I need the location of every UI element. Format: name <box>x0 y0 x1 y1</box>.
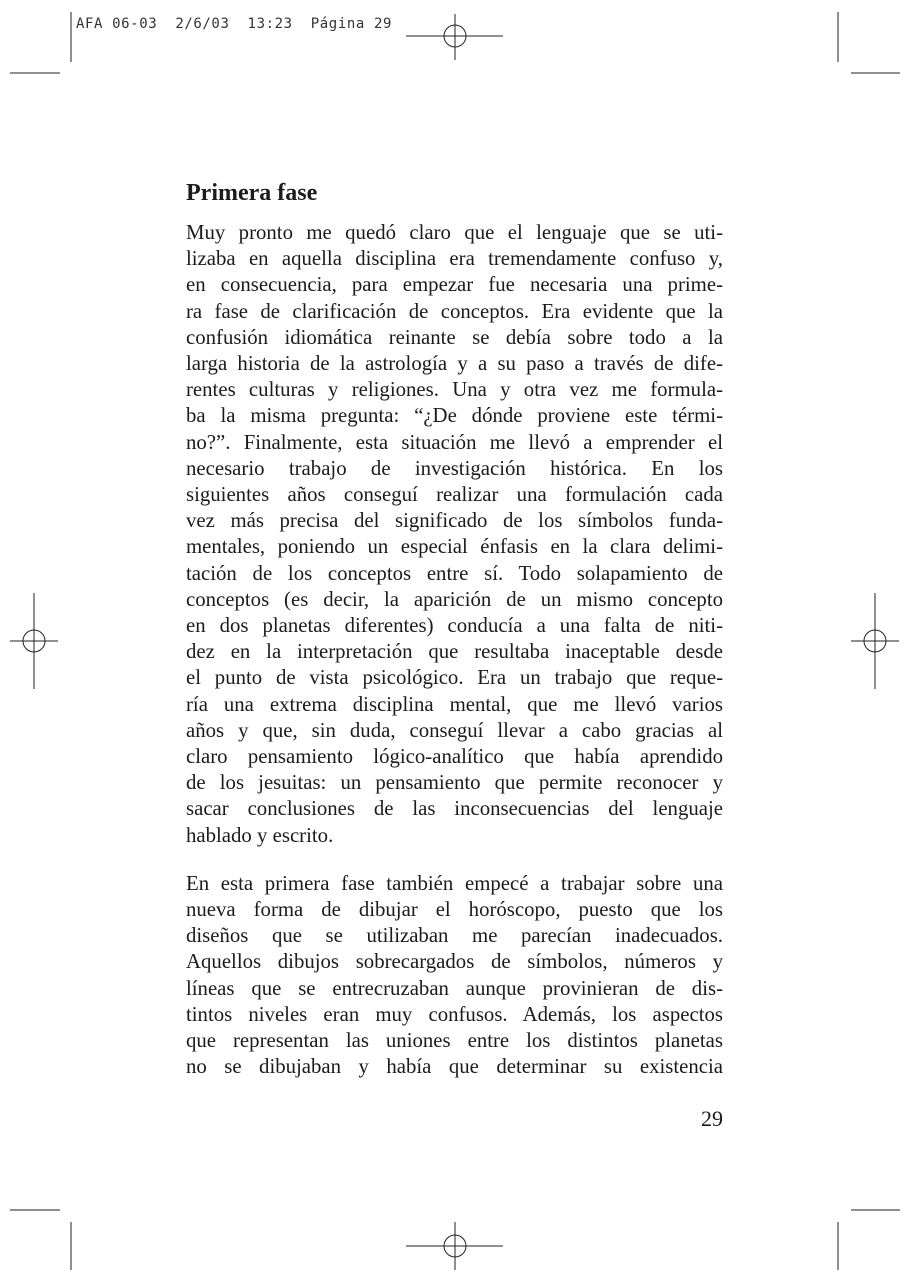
text-line: nueva forma de dibujar el horóscopo, puesto que los <box>186 898 723 922</box>
text-line: necesario trabajo de investigación histórica. En los <box>186 456 723 480</box>
text-line: tación de los conceptos entre sí. Todo solapamiento de <box>186 561 723 585</box>
text-line: ría una extrema disciplina mental, que me llevó varios <box>186 692 723 716</box>
page-number: 29 <box>701 1106 723 1131</box>
text-line: en dos planetas diferentes) conducía a una falta de niti- <box>186 614 723 638</box>
text-line: líneas que se entrecruzaban aunque provinieran de dis- <box>186 976 723 1000</box>
text-line: que representan las uniones entre los distintos planetas <box>186 1029 723 1053</box>
paragraph-1 <box>186 220 723 849</box>
text-line: tintos niveles eran muy confusos. Además, los aspectos <box>186 1002 723 1026</box>
text-line: sacar conclusiones de las inconsecuencias del lenguaje <box>186 797 723 821</box>
text-line: hablado y escrito. <box>186 823 334 847</box>
text-line: Muy pronto me quedó claro que el lenguaje que se uti- <box>186 221 723 244</box>
registration-mark-left <box>10 593 58 689</box>
section-heading: Primera fase <box>186 180 318 206</box>
text-line: ra fase de clarificación de conceptos. Era evidente que la <box>186 299 723 323</box>
text-line: no se dibujaban y había que determinar su existencia <box>186 1055 723 1079</box>
text-line: no?”. Finalmente, esta situación me llevó a emprender el <box>186 430 723 454</box>
text-line: diseños que se utilizaban me parecían inadecuados. <box>186 924 723 948</box>
text-line: dez en la interpretación que resultaba inaceptable desde <box>186 640 723 664</box>
text-line: años y que, sin duda, conseguí llevar a cabo gracias al <box>186 718 723 742</box>
text-line: ba la misma pregunta: “¿De dónde proviene este térmi- <box>186 404 723 428</box>
text-line: de los jesuitas: un pensamiento que permite reconocer y <box>186 771 723 795</box>
text-line: mentales, poniendo un especial énfasis en la clara delimi- <box>186 535 723 559</box>
paragraph-2 <box>186 871 723 1081</box>
registration-mark-bottom <box>406 1222 503 1270</box>
body-text <box>186 178 723 1081</box>
text-line: el punto de vista psicológico. Era un trabajo que reque- <box>186 666 723 690</box>
text-line: rentes culturas y religiones. Una y otra vez me formula- <box>186 378 723 402</box>
text-line: larga historia de la astrología y a su paso a través de dife- <box>186 352 723 376</box>
registration-mark-right <box>851 593 899 689</box>
text-line: conceptos (es decir, la aparición de un mismo concepto <box>186 587 723 611</box>
text-line: confusión idiomática reinante se debía sobre todo a la <box>186 325 723 349</box>
text-line: en consecuencia, para empezar fue necesaria una prime- <box>186 273 723 297</box>
text-line: claro pensamiento lógico-analítico que había aprendido <box>186 745 723 769</box>
text-line: lizaba en aquella disciplina era tremendamente confuso y, <box>186 247 723 271</box>
registration-mark-top <box>406 14 503 60</box>
text-line: vez más precisa del significado de los símbolos funda- <box>186 509 723 533</box>
text-line: En esta primera fase también empecé a trabajar sobre una <box>186 871 723 895</box>
print-slug: AFA 06-03 2/6/03 13:23 Página 29 <box>76 16 393 32</box>
text-line: Aquellos dibujos sobrecargados de símbolos, números y <box>186 950 723 974</box>
text-line: siguientes años conseguí realizar una formulación cada <box>186 483 723 507</box>
